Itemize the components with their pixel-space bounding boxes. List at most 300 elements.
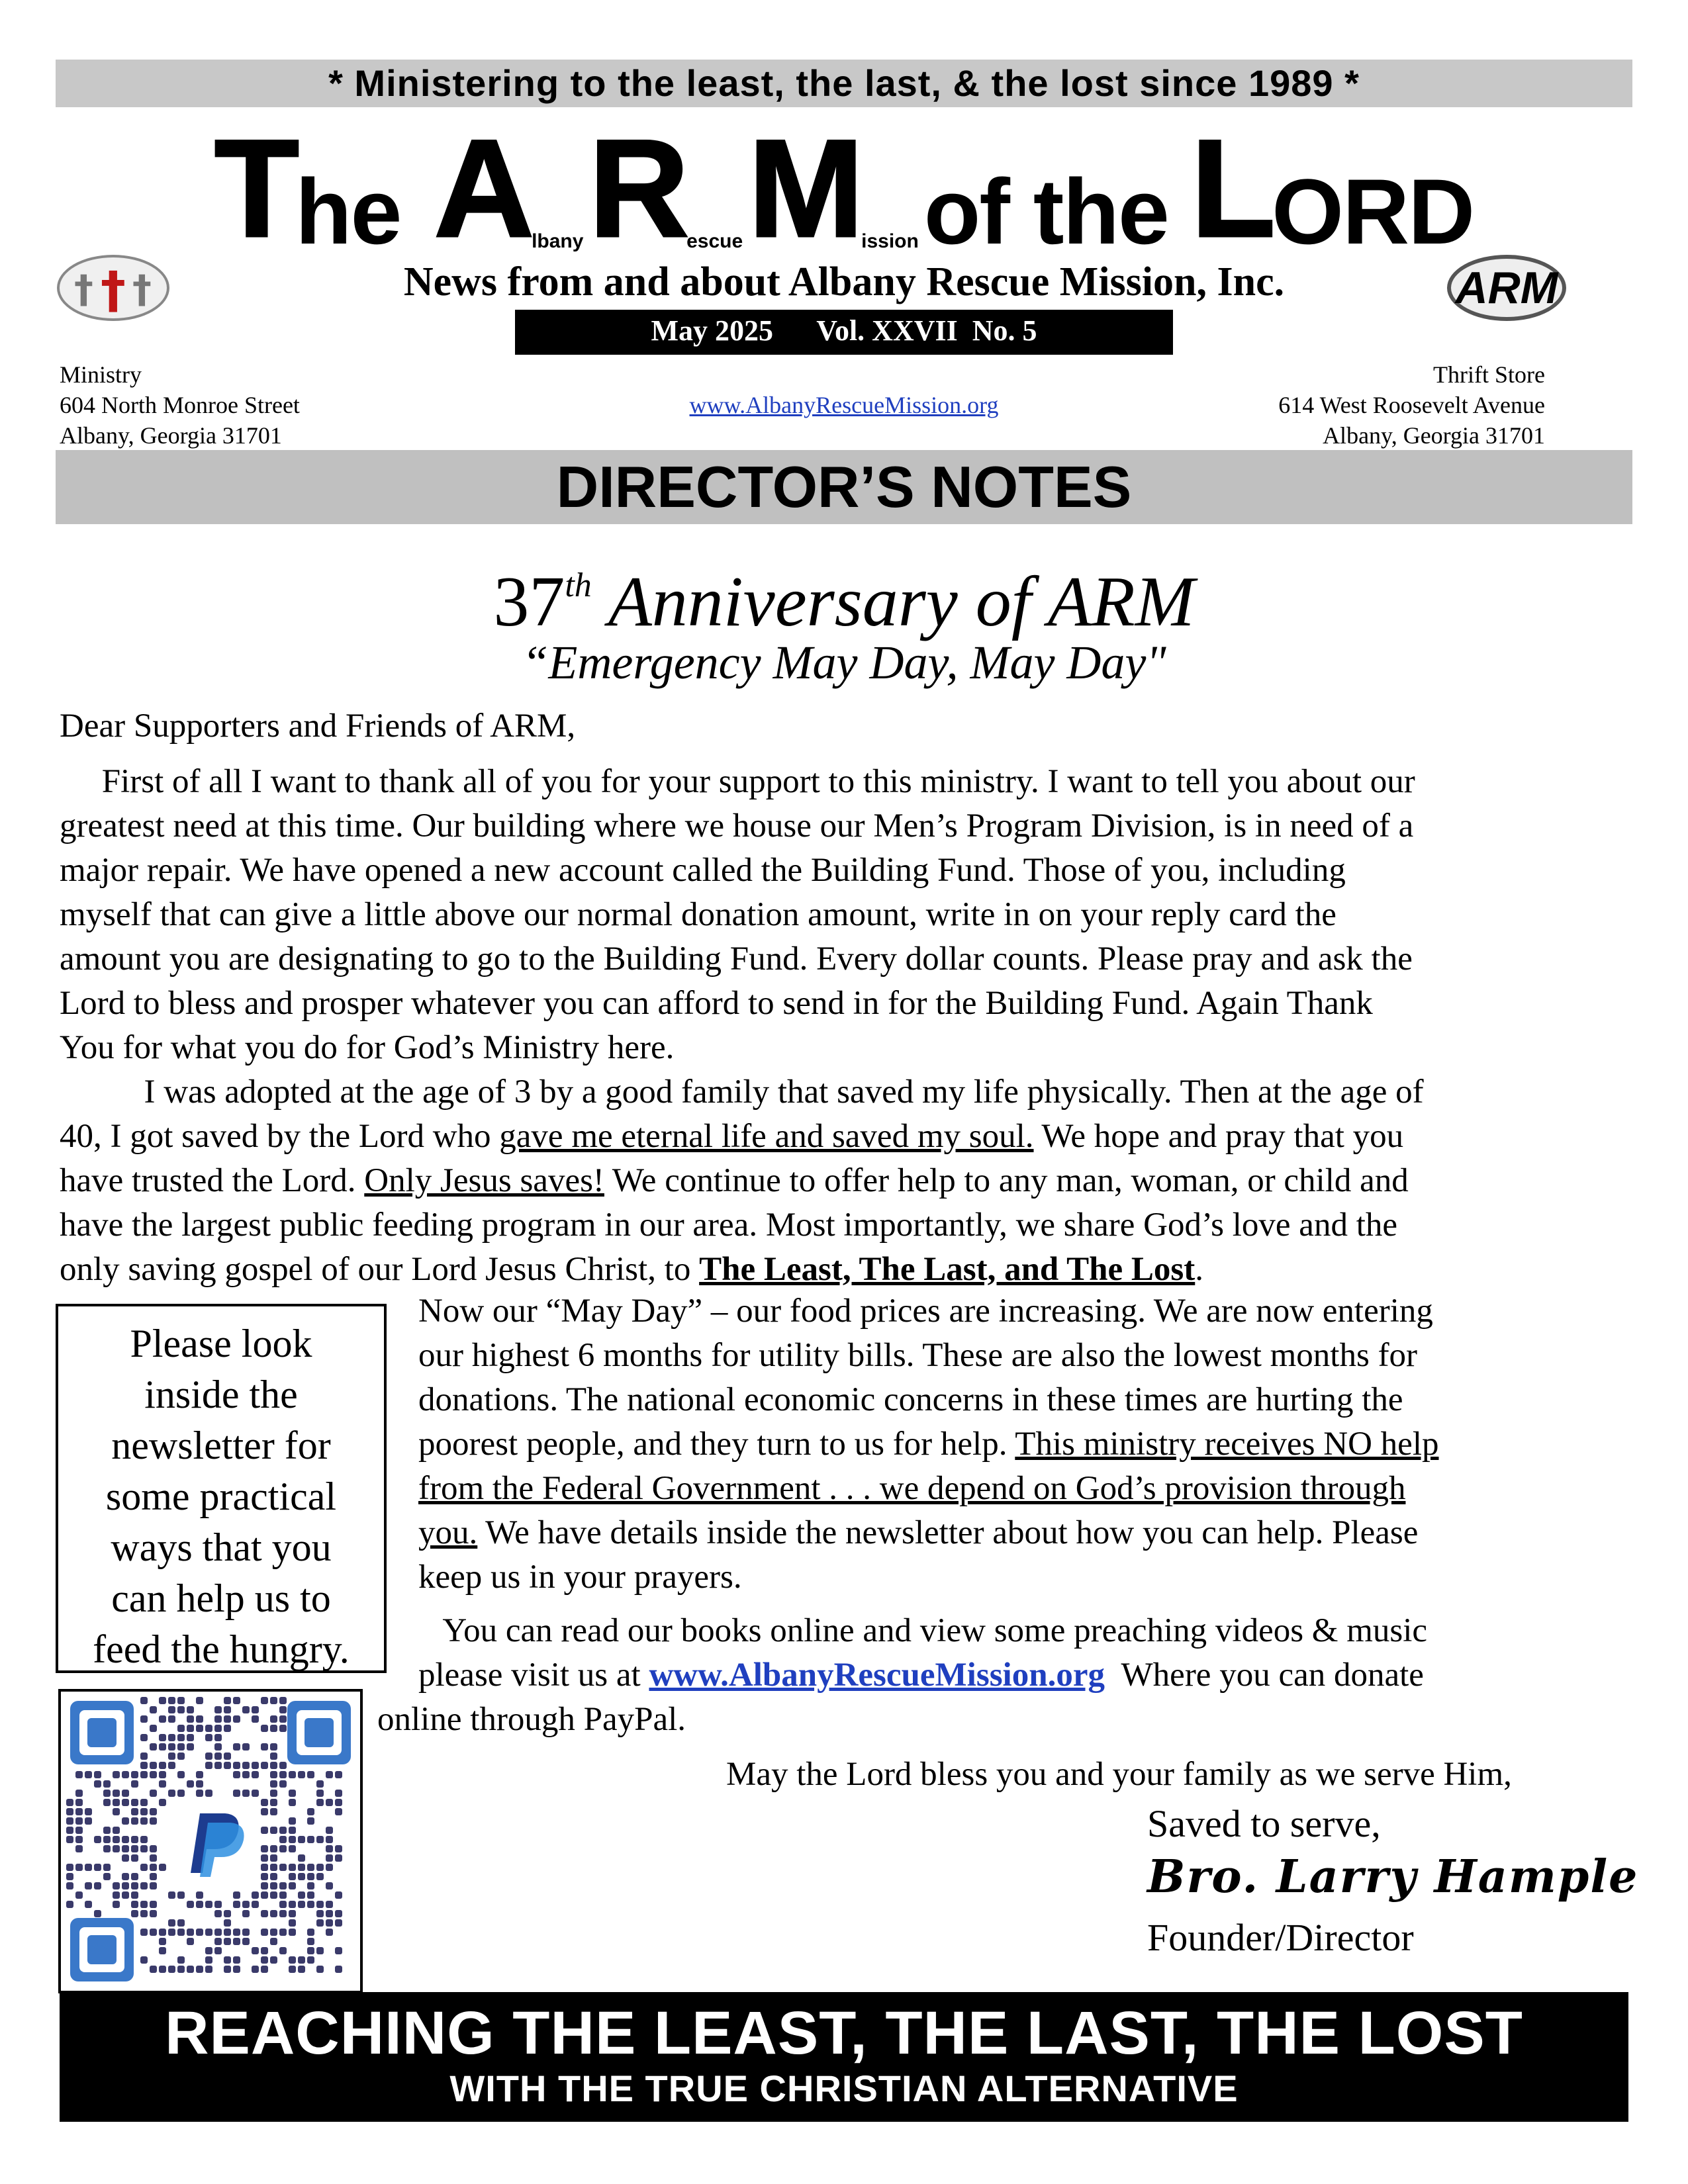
- qr-module: [122, 1882, 129, 1889]
- qr-module: [335, 1910, 342, 1917]
- qr-module: [214, 1938, 222, 1945]
- qr-finder-top-right: [287, 1701, 351, 1764]
- anniversary-text: Anniversary of ARM: [591, 563, 1195, 641]
- qr-module: [159, 1734, 166, 1741]
- p2-text: We hope and pray that you: [1033, 1118, 1404, 1155]
- qr-module: [196, 1725, 203, 1732]
- qr-module: [187, 1715, 194, 1723]
- qr-module: [140, 1901, 148, 1908]
- qr-module: [279, 1762, 287, 1769]
- qr-module: [214, 1947, 222, 1954]
- qr-module: [298, 1966, 305, 1973]
- callout-line: ways that you: [111, 1525, 332, 1569]
- callout-line: some practical: [105, 1475, 337, 1518]
- qr-module: [103, 1864, 111, 1871]
- qr-module: [131, 1845, 138, 1852]
- masthead-ord: ORD: [1272, 159, 1474, 263]
- qr-module: [279, 1929, 287, 1936]
- qr-module: [159, 1771, 166, 1778]
- qr-module: [214, 1743, 222, 1751]
- qr-module: [94, 1836, 101, 1843]
- qr-module: [94, 1771, 101, 1778]
- qr-module: [150, 1725, 157, 1732]
- p4-line: You can read our books online and view some preaching videos & music: [418, 1612, 1428, 1649]
- qr-module: [140, 1910, 148, 1917]
- qr-module: [289, 1956, 296, 1964]
- qr-module: [326, 1854, 333, 1862]
- tagline-banner: * Ministering to the least, the last, & the lost since 1989 *: [56, 60, 1632, 107]
- qr-module: [335, 1799, 342, 1806]
- qr-module: [66, 1817, 73, 1825]
- qr-module: [224, 1715, 231, 1723]
- qr-module: [335, 1966, 342, 1973]
- qr-module: [242, 1706, 250, 1713]
- qr-module: [261, 1956, 268, 1964]
- p2-underlined: gave me eternal life and saved my soul.: [499, 1118, 1034, 1155]
- qr-module: [122, 1817, 129, 1825]
- qr-module: [224, 1725, 231, 1732]
- qr-module: [316, 1873, 324, 1880]
- qr-module: [177, 1752, 185, 1760]
- qr-module: [177, 1790, 185, 1797]
- qr-module: [316, 1864, 324, 1871]
- qr-module: [113, 1836, 120, 1843]
- qr-module: [113, 1845, 120, 1852]
- qr-module: [252, 1715, 259, 1723]
- qr-module: [131, 1836, 138, 1843]
- qr-module: [150, 1808, 157, 1815]
- qr-module: [307, 1836, 314, 1843]
- qr-module: [307, 1771, 314, 1778]
- qr-module: [150, 1743, 157, 1751]
- qr-module: [252, 1901, 259, 1908]
- qr-module: [113, 1808, 120, 1815]
- paypal-qr-code[interactable]: [58, 1689, 363, 1993]
- qr-module: [270, 1910, 277, 1917]
- qr-module: [168, 1790, 175, 1797]
- callout-line: feed the hungry.: [93, 1627, 350, 1671]
- qr-module: [131, 1901, 138, 1908]
- qr-module: [94, 1910, 101, 1917]
- qr-module: [196, 1771, 203, 1778]
- qr-module: [150, 1706, 157, 1713]
- qr-finder-top-left: [70, 1701, 134, 1764]
- qr-module: [326, 1827, 333, 1834]
- qr-module: [150, 1929, 157, 1936]
- qr-module: [214, 1901, 222, 1908]
- qr-module: [233, 1771, 240, 1778]
- qr-module: [242, 1771, 250, 1778]
- ministry-city: Albany, Georgia 31701: [60, 422, 282, 449]
- qr-module: [150, 1762, 157, 1769]
- qr-module: [131, 1910, 138, 1917]
- callout-line: newsletter for: [111, 1424, 331, 1467]
- qr-module: [326, 1919, 333, 1927]
- p3-line: [418, 1511, 1636, 1555]
- qr-module: [103, 1845, 111, 1852]
- qr-module: [75, 1845, 83, 1852]
- qr-module: [150, 1854, 157, 1862]
- qr-module: [159, 1938, 166, 1945]
- website-link-body[interactable]: www.AlbanyRescueMission.org: [649, 1657, 1105, 1694]
- three-crosses-icon: † † †: [57, 255, 169, 321]
- thrift-address: [1278, 359, 1545, 451]
- qr-module: [122, 1799, 129, 1806]
- qr-module: [233, 1966, 240, 1973]
- qr-module: [270, 1780, 277, 1788]
- qr-module: [233, 1790, 240, 1797]
- signoff: Saved to serve,: [1147, 1802, 1381, 1845]
- qr-module: [150, 1966, 157, 1973]
- qr-module: [177, 1734, 185, 1741]
- qr-module: [270, 1752, 277, 1760]
- qr-module: [205, 1752, 212, 1760]
- qr-module: [66, 1864, 73, 1871]
- qr-module: [66, 1827, 73, 1834]
- qr-module: [307, 1938, 314, 1945]
- qr-module: [122, 1891, 129, 1899]
- qr-module: [289, 1929, 296, 1936]
- qr-module: [150, 1873, 157, 1880]
- qr-module: [326, 1901, 333, 1908]
- anniversary-suffix: th: [565, 567, 592, 604]
- qr-module: [289, 1919, 296, 1927]
- qr-module: [140, 1734, 148, 1741]
- qr-module: [289, 1966, 296, 1973]
- qr-module: [75, 1827, 83, 1834]
- qr-module: [159, 1715, 166, 1723]
- qr-module: [159, 1966, 166, 1973]
- qr-module: [196, 1929, 203, 1936]
- ministry-label: Ministry: [60, 361, 142, 388]
- p2-line: [60, 1115, 1622, 1159]
- qr-module: [316, 1910, 324, 1917]
- callout-box: [56, 1304, 387, 1673]
- qr-module: [326, 1799, 333, 1806]
- article-body-right: [377, 1289, 1636, 1742]
- p3-text: poorest people, and they turn to us for help.: [418, 1426, 1015, 1463]
- qr-module: [140, 1845, 148, 1852]
- qr-module: [205, 1725, 212, 1732]
- qr-module: [307, 1891, 314, 1899]
- p2-line: I was adopted at the age of 3 by a good family that saved my life physically. Then at the age of: [60, 1073, 1424, 1111]
- qr-module: [66, 1882, 73, 1889]
- qr-module: [177, 1956, 185, 1964]
- qr-module: [168, 1697, 175, 1704]
- qr-module: [168, 1734, 175, 1741]
- qr-module: [140, 1817, 148, 1825]
- qr-module: [196, 1901, 203, 1908]
- qr-module: [335, 1790, 342, 1797]
- qr-module: [66, 1808, 73, 1815]
- callout-line: Please look: [130, 1322, 312, 1365]
- qr-module: [270, 1929, 277, 1936]
- qr-module: [316, 1799, 324, 1806]
- qr-module: [150, 1771, 157, 1778]
- p1-line: First of all I want to thank all of you for your support to this ministry. I want to tell you about our: [60, 763, 1415, 800]
- p2-text: .: [1195, 1251, 1203, 1288]
- p4-line: online through PayPal.: [377, 1701, 686, 1738]
- qr-module: [289, 1845, 296, 1852]
- qr-module: [168, 1752, 175, 1760]
- qr-module: [261, 1697, 268, 1704]
- qr-module: [224, 1762, 231, 1769]
- callout-line: inside the: [144, 1373, 298, 1416]
- qr-module: [261, 1873, 268, 1880]
- qr-module: [335, 1771, 342, 1778]
- qr-finder-bottom-left: [70, 1918, 134, 1981]
- qr-module: [261, 1762, 268, 1769]
- qr-module: [122, 1854, 129, 1862]
- thrift-street: 614 West Roosevelt Avenue: [1278, 392, 1545, 418]
- qr-module: [326, 1864, 333, 1871]
- qr-module: [270, 1771, 277, 1778]
- qr-module: [205, 1734, 212, 1741]
- qr-module: [140, 1762, 148, 1769]
- qr-module: [316, 1790, 324, 1797]
- qr-module: [270, 1854, 277, 1862]
- article-subheading: “Emergency May Day, May Day": [522, 636, 1166, 689]
- qr-module: [233, 1891, 240, 1899]
- qr-module: [85, 1817, 92, 1825]
- qr-module: [224, 1910, 231, 1917]
- paypal-icon: [171, 1801, 250, 1881]
- qr-module: [187, 1706, 194, 1713]
- qr-module: [242, 1938, 250, 1945]
- qr-module: [298, 1864, 305, 1871]
- footer-banner: [60, 1992, 1628, 2122]
- qr-module: [289, 1790, 296, 1797]
- qr-module: [335, 1919, 342, 1927]
- qr-module: [279, 1891, 287, 1899]
- qr-module: [316, 1919, 324, 1927]
- salutation: Dear Supporters and Friends of ARM,: [60, 707, 576, 745]
- qr-module: [279, 1827, 287, 1834]
- qr-module: [214, 1725, 222, 1732]
- qr-module: [261, 1929, 268, 1936]
- qr-module: [187, 1901, 194, 1908]
- qr-module: [177, 1919, 185, 1927]
- qr-module: [224, 1752, 231, 1760]
- qr-module: [289, 1901, 296, 1908]
- qr-module: [289, 1799, 296, 1806]
- qr-module: [205, 1956, 212, 1964]
- qr-module: [298, 1891, 305, 1899]
- qr-module: [150, 1790, 157, 1797]
- website-link[interactable]: www.AlbanyRescueMission.org: [689, 392, 999, 418]
- closing-line: May the Lord bless you and your family as we serve Him,: [726, 1756, 1512, 1793]
- masthead-mission: ission: [861, 230, 919, 252]
- qr-module: [289, 1817, 296, 1825]
- qr-module: [159, 1780, 166, 1788]
- qr-module: [316, 1966, 324, 1973]
- qr-module: [214, 1734, 222, 1741]
- qr-module: [177, 1966, 185, 1973]
- newsletter-subtitle: News from and about Albany Rescue Mission, Inc.: [403, 259, 1285, 304]
- masthead-a: A: [434, 111, 531, 266]
- qr-module: [140, 1882, 148, 1889]
- qr-module: [316, 1780, 324, 1788]
- qr-module: [335, 1854, 342, 1862]
- qr-module: [140, 1956, 148, 1964]
- qr-module: [205, 1901, 212, 1908]
- qr-module: [252, 1790, 259, 1797]
- qr-module: [279, 1836, 287, 1843]
- qr-module: [261, 1864, 268, 1871]
- qr-module: [316, 1947, 324, 1954]
- qr-module: [177, 1771, 185, 1778]
- qr-module: [242, 1910, 250, 1917]
- qr-module: [261, 1910, 268, 1917]
- qr-module: [270, 1938, 277, 1945]
- qr-module: [270, 1808, 277, 1815]
- qr-module: [279, 1715, 287, 1723]
- qr-module: [168, 1966, 175, 1973]
- qr-module: [298, 1956, 305, 1964]
- qr-module: [224, 1938, 231, 1945]
- p3-line: donations. The national economic concerns in these times are hurting the: [418, 1381, 1403, 1418]
- qr-module: [279, 1864, 287, 1871]
- p2-text: only saving gospel of our Lord Jesus Christ, to: [60, 1251, 700, 1288]
- qr-module: [177, 1891, 185, 1899]
- qr-module: [140, 1836, 148, 1843]
- qr-module: [326, 1910, 333, 1917]
- qr-module: [261, 1743, 268, 1751]
- qr-module: [270, 1697, 277, 1704]
- qr-module: [103, 1780, 111, 1788]
- qr-module: [75, 1771, 83, 1778]
- qr-module: [307, 1929, 314, 1936]
- p1-line: major repair. We have opened a new account called the Building Fund. Those of you, including: [60, 852, 1346, 889]
- qr-module: [177, 1697, 185, 1704]
- qr-module: [214, 1910, 222, 1917]
- qr-module: [270, 1956, 277, 1964]
- qr-module: [252, 1771, 259, 1778]
- qr-module: [159, 1743, 166, 1751]
- anniversary-heading: [0, 543, 1688, 645]
- qr-module: [205, 1947, 212, 1954]
- qr-module: [140, 1752, 148, 1760]
- qr-module: [75, 1864, 83, 1871]
- qr-module: [168, 1891, 175, 1899]
- qr-module: [233, 1762, 240, 1769]
- p4-line: [418, 1653, 1636, 1698]
- qr-module: [214, 1929, 222, 1936]
- qr-module: [131, 1799, 138, 1806]
- qr-module: [270, 1864, 277, 1871]
- qr-module: [261, 1799, 268, 1806]
- qr-module: [113, 1901, 120, 1908]
- qr-module: [307, 1864, 314, 1871]
- qr-module: [316, 1836, 324, 1843]
- qr-module: [196, 1891, 203, 1899]
- qr-module: [94, 1882, 101, 1889]
- qr-module: [335, 1947, 342, 1954]
- masthead-rescue: escue: [686, 230, 743, 252]
- qr-module: [66, 1873, 73, 1880]
- qr-module: [168, 1919, 175, 1927]
- qr-module: [66, 1901, 73, 1908]
- qr-module: [307, 1882, 314, 1889]
- qr-module: [279, 1771, 287, 1778]
- qr-module: [66, 1836, 73, 1843]
- qr-module: [326, 1771, 333, 1778]
- qr-code-graphic: [61, 1692, 360, 1991]
- qr-module: [224, 1919, 231, 1927]
- qr-module: [307, 1808, 314, 1815]
- qr-module: [75, 1891, 83, 1899]
- qr-module: [75, 1808, 83, 1815]
- qr-module: [307, 1873, 314, 1880]
- qr-module: [196, 1966, 203, 1973]
- qr-module: [233, 1929, 240, 1936]
- qr-module: [113, 1771, 120, 1778]
- qr-module: [150, 1864, 157, 1871]
- qr-module: [261, 1845, 268, 1852]
- qr-module: [131, 1808, 138, 1815]
- masthead-albany: lbany: [532, 230, 584, 252]
- qr-module: [298, 1854, 305, 1862]
- p3-text: We have details inside the newsletter about how you can help. Please: [477, 1514, 1419, 1551]
- p1-line: greatest need at this time. Our building where we house our Men’s Program Division, is in need of a: [60, 807, 1414, 844]
- footer-line-1: REACHING THE LEAST, THE LAST, THE LOST: [165, 1999, 1523, 2067]
- qr-module: [289, 1864, 296, 1871]
- qr-module: [196, 1715, 203, 1723]
- qr-module: [131, 1817, 138, 1825]
- qr-module: [279, 1706, 287, 1713]
- qr-module: [103, 1799, 111, 1806]
- qr-module: [187, 1938, 194, 1945]
- qr-module: [242, 1901, 250, 1908]
- qr-module: [196, 1697, 203, 1704]
- qr-module: [289, 1827, 296, 1834]
- qr-module: [113, 1882, 120, 1889]
- qr-module: [94, 1780, 101, 1788]
- signer-title: Founder/Director: [1147, 1916, 1414, 1959]
- p2-line: have the largest public feeding program in our area. Most importantly, we share God’s love and the: [60, 1206, 1397, 1244]
- qr-module: [159, 1929, 166, 1936]
- p2-underlined: Only Jesus saves!: [364, 1162, 604, 1199]
- qr-module: [270, 1891, 277, 1899]
- p3-line: our highest 6 months for utility bills. These are also the lowest months for: [418, 1337, 1418, 1374]
- qr-module: [233, 1697, 240, 1704]
- arm-logo: ARM: [1447, 255, 1566, 321]
- qr-module: [298, 1873, 305, 1880]
- qr-module: [335, 1845, 342, 1852]
- qr-module: [270, 1790, 277, 1797]
- qr-module: [335, 1808, 342, 1815]
- qr-module: [270, 1725, 277, 1732]
- callout-line: can help us to: [111, 1576, 331, 1620]
- p2-text: 40, I got saved by the Lord who: [60, 1118, 500, 1155]
- p3-line: Now our “May Day” – our food prices are increasing. We are now entering: [418, 1293, 1433, 1330]
- qr-module: [75, 1817, 83, 1825]
- qr-module: [187, 1743, 194, 1751]
- qr-module: [168, 1762, 175, 1769]
- p4-text: Where you can donate: [1104, 1657, 1424, 1694]
- p2-line: [60, 1248, 1622, 1292]
- masthead-title: [0, 111, 1688, 266]
- qr-module: [122, 1771, 129, 1778]
- qr-module: [140, 1864, 148, 1871]
- qr-module: [326, 1836, 333, 1843]
- p4-text: please visit us at: [418, 1657, 649, 1694]
- qr-module: [150, 1901, 157, 1908]
- qr-module: [131, 1873, 138, 1880]
- qr-module: [103, 1836, 111, 1843]
- anniversary-number: 37: [493, 563, 565, 641]
- qr-module: [75, 1799, 83, 1806]
